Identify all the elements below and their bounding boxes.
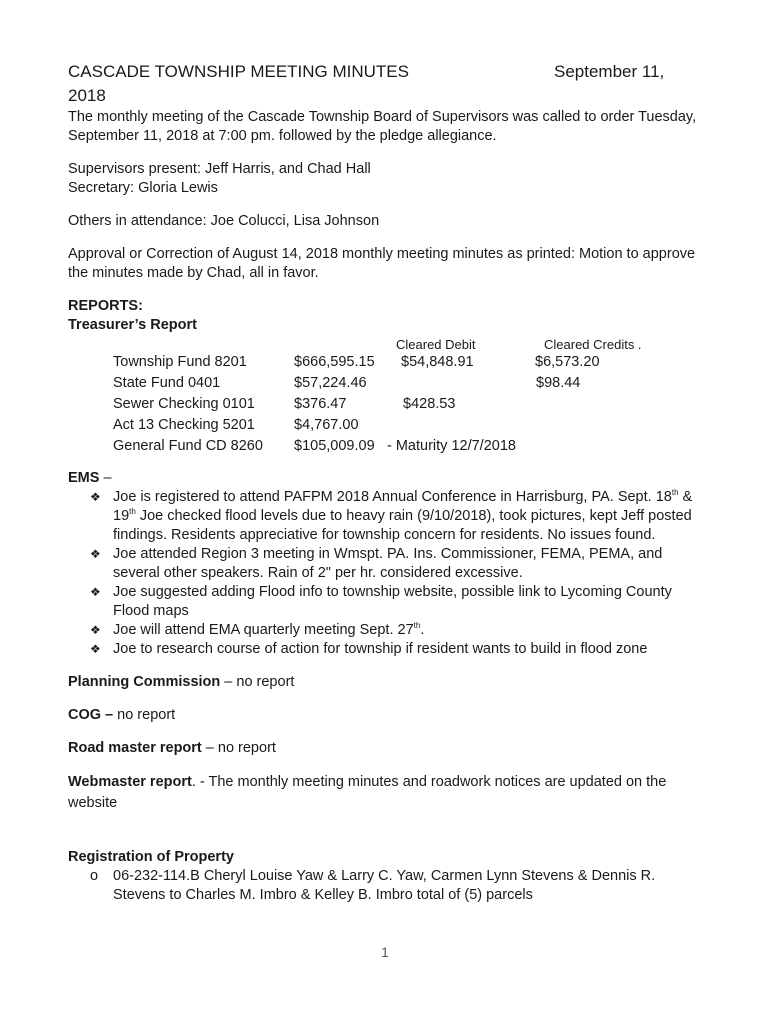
supervisors-present: Supervisors present: Jeff Harris, and Chad Hall [68,161,371,177]
planning-text: – no report [220,674,295,690]
fund-balance: $376.47 [294,396,347,412]
list-item [68,640,708,659]
intro-paragraph: The monthly meeting of the Cascade Township Board of Supervisors was called to order Tuesday, September 11, 2018 at 7:00 pm. followed by the pledge allegiance. [68,109,697,144]
ems-item-4-sup: th [413,621,421,631]
list-item [68,867,708,905]
road-label: Road master report [68,740,202,756]
planning-label: Planning Commission [68,674,221,690]
road-master-report [68,739,708,758]
ems-label: EMS [68,470,100,486]
ems-dash: – [99,470,112,486]
fund-debit: $54,848.91 [401,354,474,370]
fund-balance: $4,767.00 [294,417,359,433]
fund-name: Township Fund 8201 [113,354,247,370]
ems-item-1b: & 19 [113,489,693,524]
ems-item-1-sup: th [671,488,679,498]
approval-paragraph: Approval or Correction of August 14, 2018 monthly meeting minutes as printed: Motion to approve the minutes made by Chad, all in favor. [68,246,696,281]
diamond-bullet-icon: ❖ [90,490,101,504]
list-item [68,621,708,640]
webmaster-text: . - The monthly meeting minutes and roadwork notices are updated on the website [68,774,667,811]
ems-item-1-sup2: th [129,507,136,517]
page-number: 1 [381,944,389,960]
ems-item-1a: Joe is registered to attend PAFPM 2018 Annual Conference in Harrisburg, PA. Sept. 18 [113,489,672,505]
fund-credit: $98.44 [536,375,581,391]
fund-balance: $57,224.46 [294,375,367,391]
document-title: CASCADE TOWNSHIP MEETING MINUTES [68,62,409,81]
ems-item-1c: Joe checked flood levels due to heavy rain (9/10/2018), took pictures, kept Jeff posted findings. Residents appreciative for township concern for residents. No issues found. [113,508,692,543]
fund-name: Act 13 Checking 5201 [113,417,255,433]
webmaster-report [68,772,708,814]
meeting-date: September 11, [554,62,665,81]
list-item [68,488,708,545]
reports-heading: REPORTS: [68,298,143,314]
cog-label: COG – [68,707,114,723]
col-header-debit: Cleared Debit [396,337,476,352]
fund-name: State Fund 0401 [113,375,221,391]
fund-balance: $105,009.09 [294,438,375,454]
secretary: Secretary: Gloria Lewis [68,180,218,196]
cog-report [68,706,708,725]
fund-name: Sewer Checking 0101 [113,396,255,412]
ems-item-2: Joe attended Region 3 meeting in Wmspt. PA. Ins. Commissioner, FEMA, PEMA, and several other speakers. Rain of 2" per hr. considered excessive. [113,546,663,581]
diamond-bullet-icon: ❖ [90,585,101,599]
registration-item: 06-232-114.B Cheryl Louise Yaw & Larry C. Yaw, Carmen Lynn Stevens & Dennis R. Stevens to Charles M. Imbro & Kelley B. Imbro total of (5) parcels [113,868,656,903]
ems-item-4a: Joe will attend EMA quarterly meeting Sept. 27 [113,622,414,638]
registration-heading: Registration of Property [68,849,234,865]
col-header-credit: Cleared Credits . [544,337,642,352]
ems-item-3: Joe suggested adding Flood info to township website, possible link to Lycoming County Flood maps [113,584,672,619]
ems-item-5: Joe to research course of action for township if resident wants to build in flood zone [113,641,648,657]
fund-debit: $428.53 [403,396,456,412]
fund-name: General Fund CD 8260 [113,438,263,454]
fund-balance: $666,595.15 [294,354,375,370]
webmaster-label: Webmaster report [68,774,192,790]
list-item [68,583,708,621]
fund-debit: - Maturity 12/7/2018 [387,438,516,454]
document-title-block [68,60,708,108]
ems-heading [68,469,708,488]
treasurer-heading: Treasurer’s Report [68,317,197,333]
meeting-year: 2018 [68,86,106,105]
list-item [68,545,708,583]
planning-commission-report [68,673,708,692]
ems-item-4b: . [420,622,425,638]
diamond-bullet-icon: ❖ [90,642,101,656]
cog-text: no report [113,707,176,723]
fund-credit: $6,573.20 [535,354,600,370]
road-text: – no report [201,740,276,756]
others-attendance: Others in attendance: Joe Colucci, Lisa Johnson [68,213,380,229]
circle-bullet-icon: o [90,868,99,884]
diamond-bullet-icon: ❖ [90,547,101,561]
ems-list [68,488,708,659]
document-page [68,60,708,905]
diamond-bullet-icon: ❖ [90,623,101,637]
treasurer-table [68,335,708,454]
